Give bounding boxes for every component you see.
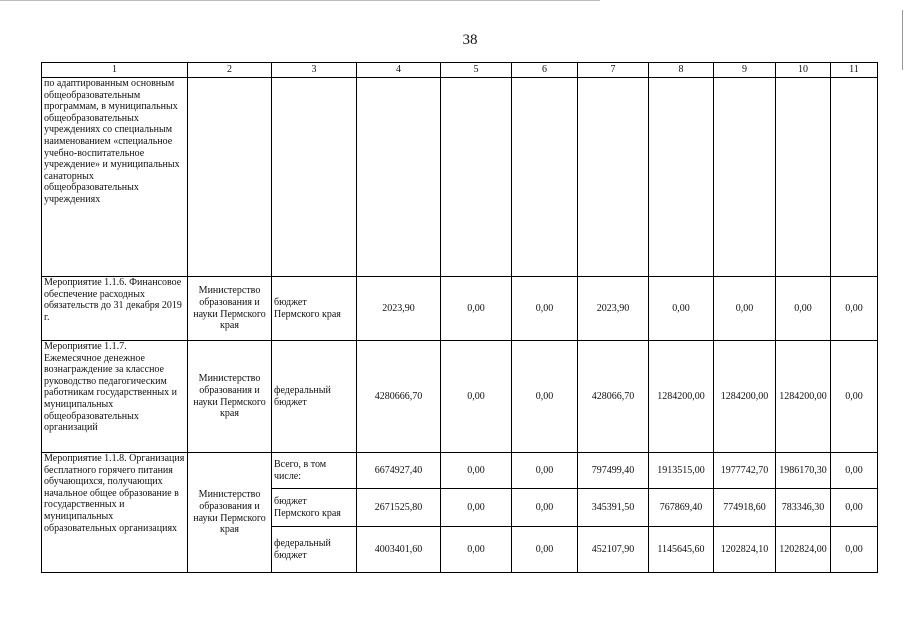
activity-description: по адаптированным основным общеобразовательным программам, в муниципальных общеобразовательных учреждениях со специальным наименованием «специальное учебно-воспитательное учреждение» и муниципальных санаторных общеобразовательных учреждениях: [42, 78, 188, 277]
executor: Министерство образования и науки Пермского края: [188, 453, 272, 573]
column-header: 9: [714, 63, 776, 78]
amount-col10: 1202824,00: [776, 527, 831, 573]
column-header: 1: [42, 63, 188, 78]
amount-col9: 0,00: [714, 277, 776, 341]
budget-table: [41, 62, 878, 573]
activity-description: Мероприятие 1.1.8. Организация бесплатного горячего питания обучающихся, получающих начальное общее образование в государственных и муниципальных образовательных организациях: [42, 453, 188, 573]
amount-col6: 0,00: [512, 277, 578, 341]
table-row: [42, 277, 878, 341]
amount-col6: 0,00: [512, 453, 578, 489]
funding-source: федеральный бюджет: [272, 527, 357, 573]
amount-col6: 0,00: [512, 527, 578, 573]
amount-col5: 0,00: [441, 277, 512, 341]
amount-total: 2023,90: [357, 277, 441, 341]
executor: Министерство образования и науки Пермского края: [188, 277, 272, 341]
column-header: 7: [578, 63, 649, 78]
column-header: 2: [188, 63, 272, 78]
activity-description: Мероприятие 1.1.7. Ежемесячное денежное вознаграждение за классное руководство педагогическим работникам государственных и муниципальных общеобразовательных организаций: [42, 341, 188, 453]
amount-col7: 797499,40: [578, 453, 649, 489]
amount-col9: 1977742,70: [714, 453, 776, 489]
amount-col8: 1913515,00: [649, 453, 714, 489]
column-header: 5: [441, 63, 512, 78]
scan-top-edge: [0, 0, 600, 1]
amount-col6: 0,00: [512, 341, 578, 453]
column-header: 3: [272, 63, 357, 78]
funding-source: бюджет Пермского края: [272, 489, 357, 527]
page-number: 38: [462, 32, 478, 48]
amount-col7: 2023,90: [578, 277, 649, 341]
amount-col11: 0,00: [831, 527, 878, 573]
amount-col8: 767869,40: [649, 489, 714, 527]
amount-col9: 774918,60: [714, 489, 776, 527]
amount-col5: 0,00: [441, 527, 512, 573]
amount-col10: 783346,30: [776, 489, 831, 527]
amount-col6: 0,00: [512, 489, 578, 527]
funding-source: Всего, в том числе:: [272, 453, 357, 489]
funding-source: бюджет Пермского края: [272, 277, 357, 341]
table-row: [42, 341, 878, 453]
amount-col9: 1202824,10: [714, 527, 776, 573]
amount-col11: 0,00: [831, 277, 878, 341]
column-header: 8: [649, 63, 714, 78]
column-header: 10: [776, 63, 831, 78]
executor: Министерство образования и науки Пермского края: [188, 341, 272, 453]
funding-source: федеральный бюджет: [272, 341, 357, 453]
table-row: [42, 78, 878, 277]
header-row: [42, 63, 878, 78]
amount-col11: 0,00: [831, 453, 878, 489]
amount-col7: 428066,70: [578, 341, 649, 453]
amount-total: 4003401,60: [357, 527, 441, 573]
amount-col8: 1284200,00: [649, 341, 714, 453]
amount-col7: 452107,90: [578, 527, 649, 573]
amount-total: 2671525,80: [357, 489, 441, 527]
amount-total: 6674927,40: [357, 453, 441, 489]
amount-col5: 0,00: [441, 341, 512, 453]
activity-description: Мероприятие 1.1.6. Финансовое обеспечение расходных обязательств до 31 декабря 2019 г.: [42, 277, 188, 341]
amount-col7: 345391,50: [578, 489, 649, 527]
amount-total: 4280666,70: [357, 341, 441, 453]
scan-right-edge: [902, 10, 903, 70]
column-header: 4: [357, 63, 441, 78]
amount-col5: 0,00: [441, 453, 512, 489]
amount-col10: 0,00: [776, 277, 831, 341]
amount-col11: 0,00: [831, 489, 878, 527]
amount-col8: 1145645,60: [649, 527, 714, 573]
amount-col10: 1986170,30: [776, 453, 831, 489]
amount-col5: 0,00: [441, 489, 512, 527]
amount-col8: 0,00: [649, 277, 714, 341]
amount-col10: 1284200,00: [776, 341, 831, 453]
column-header: 11: [831, 63, 878, 78]
amount-col11: 0,00: [831, 341, 878, 453]
column-header: 6: [512, 63, 578, 78]
amount-col9: 1284200,00: [714, 341, 776, 453]
table-row: [42, 453, 878, 489]
